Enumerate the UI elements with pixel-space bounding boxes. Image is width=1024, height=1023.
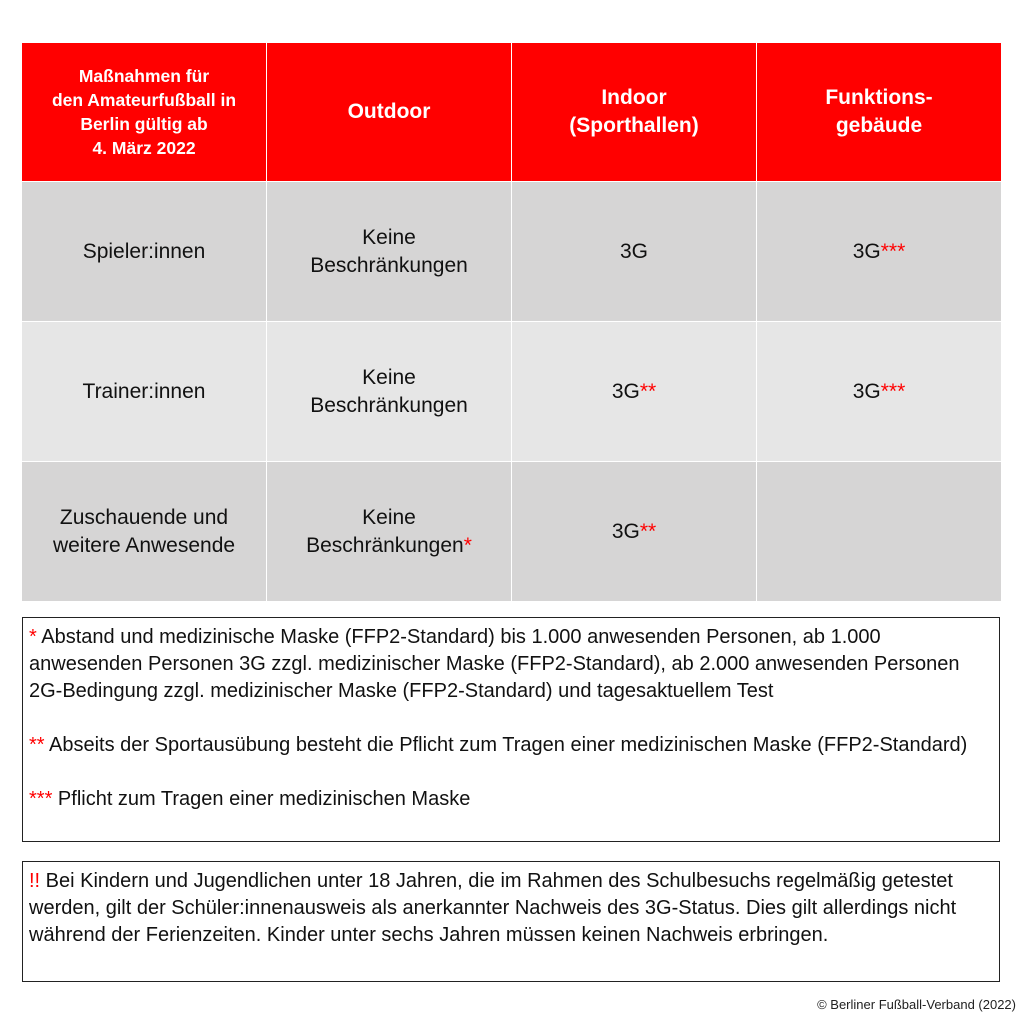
spectators-indoor: 3G**	[512, 462, 756, 601]
footnote-1: * Abstand und medizinische Maske (FFP2-Standard) bis 1.000 anwesenden Personen, ab 1.000 anwesenden Personen 3G zzgl. medizinischer Maske (FFP2-Standard), ab 2.000 anwesenden Personen 2G-Bedingung zzgl. medizinischer Maske (FFP2-Standard) und tagesaktuellem Test	[29, 626, 960, 702]
players-functional: 3G***	[757, 182, 1001, 321]
notice-box	[22, 861, 1000, 982]
coaches-indoor: 3G**	[512, 322, 756, 461]
header-measures: Maßnahmen für den Amateurfußball in Berlin gültig ab 4. März 2022	[22, 43, 266, 181]
footnotes-box	[22, 617, 1000, 842]
footnote-2: ** Abseits der Sportausübung besteht die Pflicht zum Tragen einer medizinischen Maske (FFP2-Standard)	[29, 734, 968, 756]
coaches-functional: 3G***	[757, 322, 1001, 461]
row-label-players: Spieler:innen	[22, 182, 266, 321]
spectators-functional	[757, 462, 1001, 601]
players-outdoor: Keine Beschränkungen	[267, 182, 511, 321]
notice-text: !! Bei Kindern und Jugendlichen unter 18 Jahren, die im Rahmen des Schulbesuchs regelmäßig getestet werden, gilt der Schüler:innenausweis als anerkannter Nachweis des 3G-Status. Dies gilt allerdings nicht während der Ferienzeiten. Kinder unter sechs Jahren müssen keinen Nachweis erbringen.	[29, 870, 957, 946]
players-indoor: 3G	[512, 182, 756, 321]
row-label-spectators: Zuschauende und weitere Anwesende	[22, 462, 266, 601]
row-label-coaches: Trainer:innen	[22, 322, 266, 461]
copyright: © Berliner Fußball-Verband (2022)	[817, 997, 1016, 1012]
spectators-outdoor: Keine Beschränkungen*	[267, 462, 511, 601]
footnote-3: *** Pflicht zum Tragen einer medizinischen Maske	[29, 788, 471, 810]
header-functional-building: Funktions- gebäude	[757, 43, 1001, 181]
header-outdoor: Outdoor	[267, 43, 511, 181]
header-indoor: Indoor (Sporthallen)	[512, 43, 756, 181]
coaches-outdoor: Keine Beschränkungen	[267, 322, 511, 461]
measures-table	[22, 43, 1000, 598]
